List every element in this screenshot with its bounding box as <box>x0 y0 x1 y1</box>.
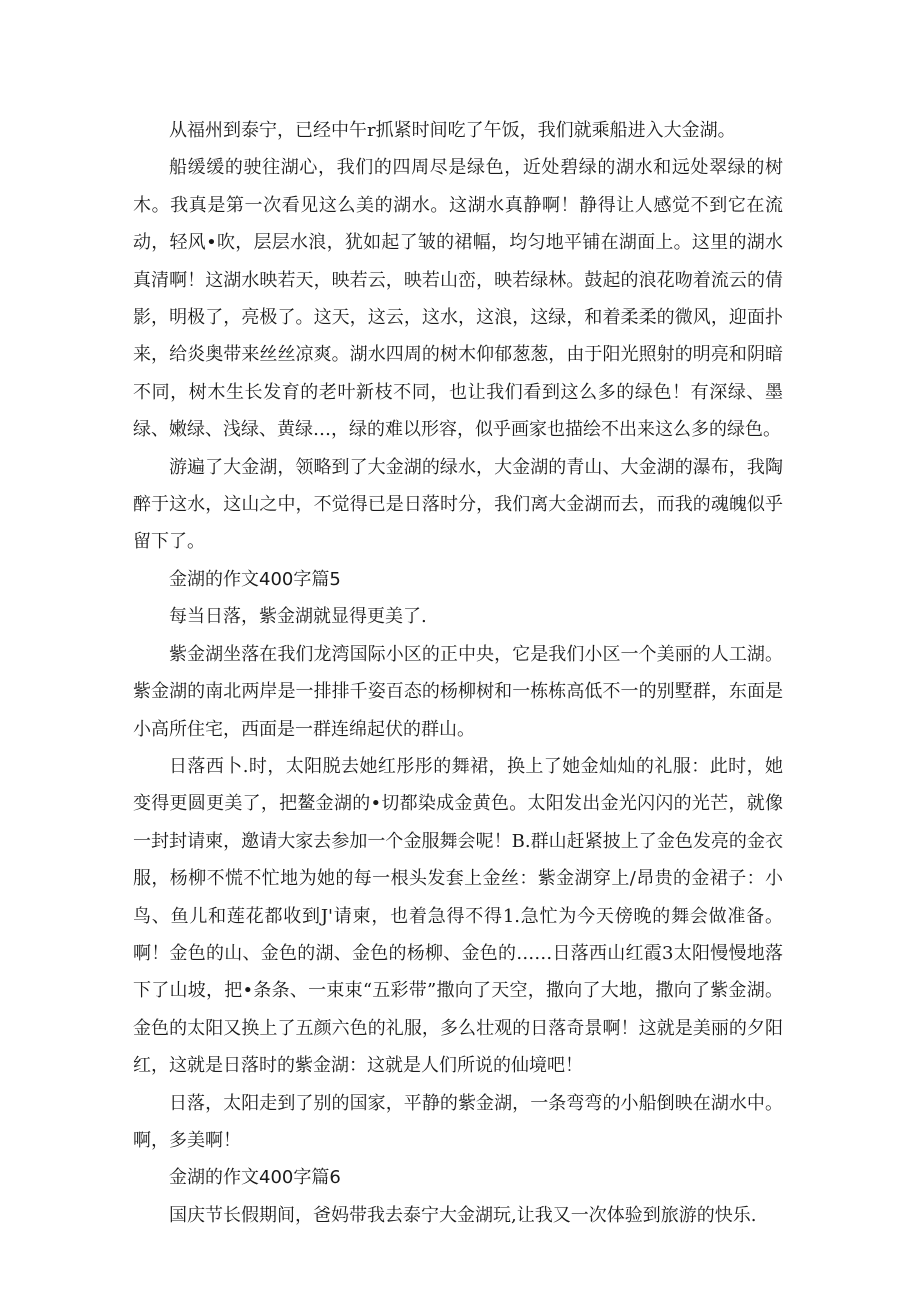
paragraph: 每当日落，紫金湖就显得更美了. <box>169 606 427 628</box>
paragraph: 紫金湖坐落在我们龙湾国际小区的正中央，它是我们小区一个美丽的人工湖。紫金湖的南北两岸是一排排千姿百态的杨柳树和一栋栋高低不一的别墅群，东面是小高所住宅，西面是一群连绵起伏的群山。 <box>133 643 783 740</box>
paragraph: 国庆节长假期间，爸妈带我去泰宁大金湖玩,让我又一次体验到旅游的快乐. <box>169 1204 757 1226</box>
document-body <box>133 112 783 1234</box>
paragraph: 从福州到泰宁，已经中午r抓紧时间吃了午饭，我们就乘船进入大金湖。 <box>169 120 736 141</box>
paragraph: 游遍了大金湖，领略到了大金湖的绿水，大金湖的青山、大金湖的瀑布，我陶醉于这水，这山之中，不觉得已是日落时分，我们离大金湖而去，而我的魂魄似乎留下了。 <box>133 456 783 553</box>
paragraph: 船缓缓的驶往湖心，我们的四周尽是绿色，近处碧绿的湖水和远处翠绿的树木。我真是第一次看见这么美的湖水。这湖水真静啊！静得让人感觉不到它在流动，轻风•吹，层层水浪，犹如起了皱的裙幅，均匀地平铺在湖面上。这里的湖水真清啊！这湖水映若天，映若云，映若山峦，映若绿林。鼓起的浪花吻着流云的倩影，明极了，亮极了。这天，这云，这水，这浪，这绿，和着柔柔的微风，迎面扑来，给炎奥带来丝丝凉爽。湖水四周的树木仰郁葱葱，由于阳光照射的明亮和阴暗不同，树木生长发育的老叶新枝不同，也让我们看到这么多的绿色！有深绿、墨绿、嫩绿、浅绿、黄绿…，绿的难以形容，似乎画家也描绘不出来这么多的绿色。 <box>133 157 783 441</box>
section-heading: 金湖的作文400字篇6 <box>169 1167 341 1189</box>
section-heading: 金湖的作文400字篇5 <box>169 568 341 590</box>
paragraph: 日落，太阳走到了别的国家，平静的紫金湖，一条弯弯的小船倒映在湖水中。啊，多美啊！ <box>133 1092 783 1151</box>
paragraph: 日落西卜.时，太阳脱去她红彤彤的舞裙，换上了她金灿灿的礼服：此时，她变得更圆更美了，把鳌金湖的•切都染成金黄色。太阳发出金光闪闪的光芒，就像一封封请柬，邀请大家去参加一个金服舞会呢！B.群山赶紧披上了金色发亮的金衣服，杨柳不慌不忙地为她的每一根头发套上金丝：紫金湖穿上/昂贵的金裙子：小鸟、鱼儿和莲花都收到J'请柬，也着急得不得1.急忙为今天傍晚的舞会做准备。啊！金色的山、金色的湖、金色的杨柳、金色的……日落西山红霞3太阳慢慢地落下了山坡，把•条条、一束束“五彩带”撒向了天空，撒向了大地，撒向了紫金湖。金色的太阳又换上了五颜六色的礼服，多么壮观的日落奇景啊！这就是美丽的夕阳红，这就是日落时的紫金湖：这就是人们所说的仙境吧！ <box>133 755 783 1077</box>
